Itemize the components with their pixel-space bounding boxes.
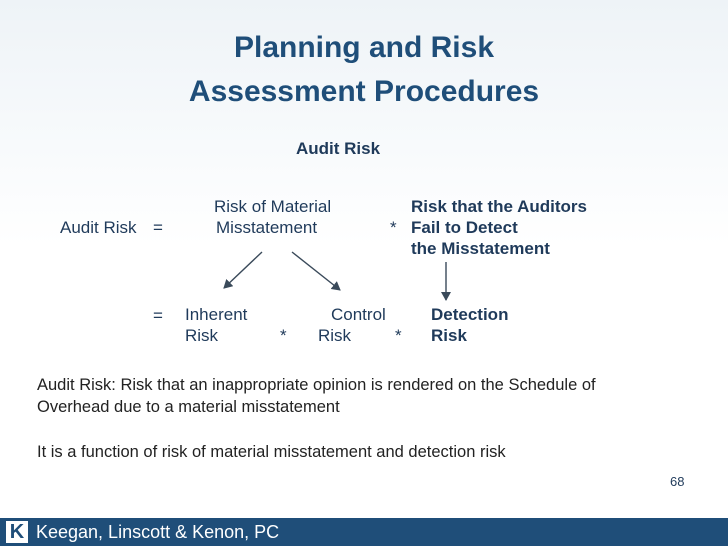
breakdown-times2: *	[395, 326, 402, 345]
arrow-to-control	[292, 252, 340, 290]
dr-label-line2: Fail to Detect	[411, 218, 518, 237]
breakdown-times1: *	[280, 326, 287, 345]
slide-title-line2: Assessment Procedures	[188, 75, 540, 108]
section-heading: Audit Risk	[296, 139, 381, 158]
formula-lhs: Audit Risk	[60, 218, 137, 237]
control-label-line2: Risk	[318, 326, 352, 345]
page-number: 68	[670, 474, 685, 489]
slide-title-line1: Planning and Risk	[233, 31, 495, 64]
firm-name: Keegan, Linscott & Kenon, PC	[36, 522, 280, 542]
definition-line1: Audit Risk: Risk that an inappropriate opinion is rendered on the Schedule of	[37, 376, 596, 394]
arrow-to-inherent	[224, 252, 262, 288]
detection-label-line1: Detection	[431, 305, 509, 324]
definition-line2: Overhead due to a material misstatement	[37, 398, 340, 416]
dr-label-line1: Risk that the Auditors	[411, 197, 587, 216]
footer-bar	[0, 518, 728, 546]
formula-equals: =	[153, 218, 163, 237]
inherent-label-line1: Inherent	[185, 305, 248, 324]
rmm-label-line2: Misstatement	[216, 218, 318, 237]
logo-letter: K	[9, 521, 25, 543]
formula-times: *	[390, 218, 397, 237]
function-note: It is a function of risk of material misstatement and detection risk	[37, 443, 506, 461]
control-label-line1: Control	[331, 305, 386, 324]
breakdown-equals: =	[153, 306, 163, 325]
firm-logo-icon	[6, 521, 28, 543]
detection-label-line2: Risk	[431, 326, 467, 345]
inherent-label-line2: Risk	[185, 326, 219, 345]
dr-label-line3: the Misstatement	[411, 239, 550, 258]
rmm-label-line1: Risk of Material	[214, 197, 332, 216]
